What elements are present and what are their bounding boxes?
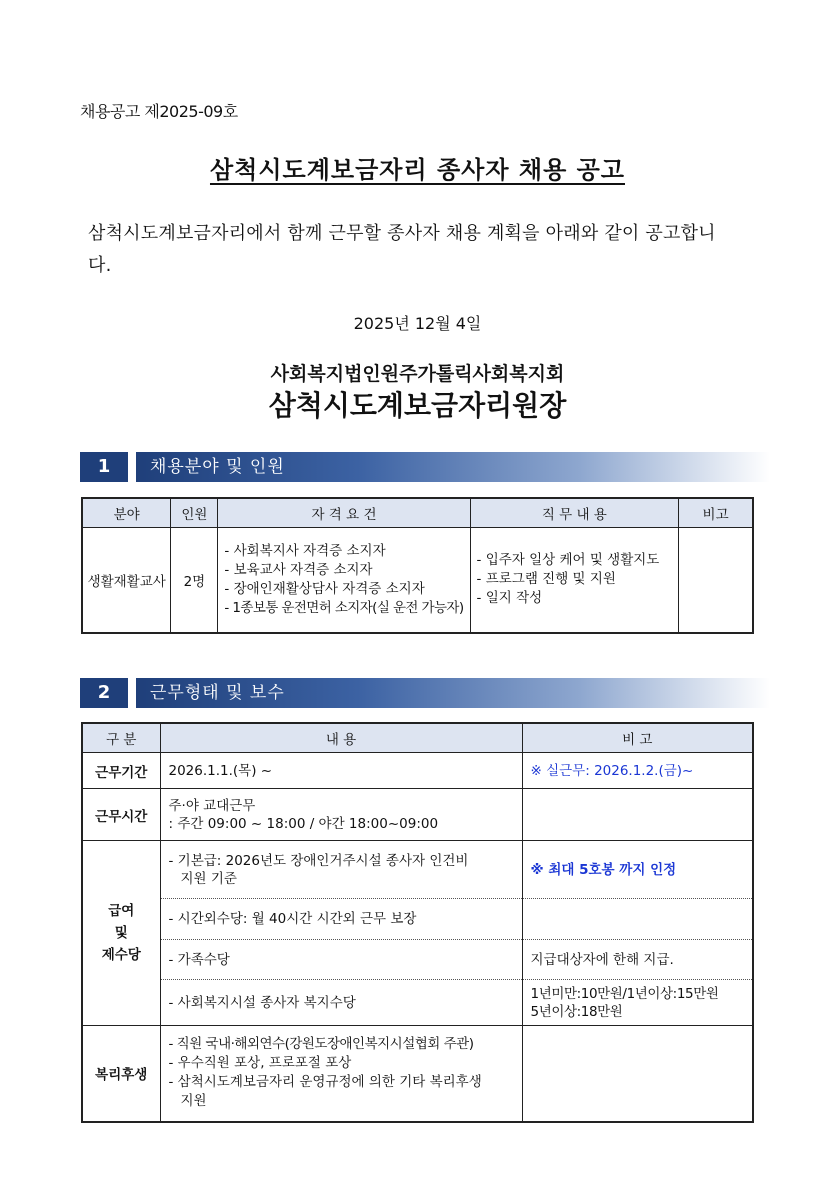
table-row [82,753,753,789]
period-note: ※ 실근무: 2026.1.2.(금)~ [522,753,753,789]
pay-label-line: 급여 [108,903,135,919]
benefit-item: - 우수직원 포상, 프로포절 포상 [168,1055,352,1072]
benefits-label: 복리후생 [82,1026,160,1122]
base-pay-line: 지원 기준 [180,870,237,887]
benefit-item: - 삼척시도계보금자리 운영규정에 의한 기타 복리후생 [168,1074,482,1091]
qualification-item: - 보육교사 자격증 소지자 [224,561,373,578]
header-field: 분야 [82,498,171,528]
page-title-text: 삼척시도계보금자리 종사자 채용 공고 [209,156,625,184]
hours-label: 근무시간 [82,789,160,841]
base-pay-content [160,841,522,899]
benefit-item: 지원 [180,1093,207,1110]
director-name: 삼척시도계보금자리원장 [268,389,567,422]
header-duties: 직 무 내 용 [470,498,679,528]
overtime-note [522,899,753,940]
count-cell: 2명 [171,528,218,633]
period-content: 2026.1.1.(목) ~ [160,753,522,789]
table-row [82,528,753,633]
qualifications-cell [218,528,470,633]
welfare-allowance-note [522,980,753,1026]
duties-cell [470,528,679,633]
benefit-item: - 직원 국내·해외연수(강원도장애인복지시설협회 주관) [168,1036,474,1053]
recruitment-table [81,497,754,634]
section-2-number: 2 [80,678,128,708]
section-2-title: 근무형태 및 보수 [136,678,770,708]
duty-item: - 프로그램 진행 및 지원 [476,571,616,588]
conditions-table [81,722,754,1123]
field-cell: 생활재활교사 [82,528,171,633]
corporation-name: 사회복지법인원주가톨릭사회복지회 [270,363,565,385]
qualification-item: - 장애인재활상담사 자격증 소지자 [224,580,425,597]
notice-number: 채용공고 제2025-09호 [80,102,238,121]
welfare-allowance-content: - 사회복지시설 종사자 복지수당 [160,980,522,1026]
header-category: 구 분 [82,723,160,753]
pay-label-line: 및 [114,925,128,941]
benefits-note [522,1026,753,1122]
section-1-header [80,452,770,482]
section-1-number: 1 [80,452,128,482]
family-allowance-note: 지급대상자에 한해 지급. [522,940,753,980]
table-row [82,899,753,940]
table-row [82,789,753,841]
conditions-header-row [82,723,753,753]
table-row [82,980,753,1026]
welfare-note-line: 1년미만:10만원/1년이상:15만원 [530,985,719,1002]
qualification-item: - 1종보통 운전면허 소지자(실 운전 가능자) [224,599,464,616]
benefits-content [160,1026,522,1122]
header-count: 인원 [171,498,218,528]
page-title [0,150,835,185]
header-note: 비고 [679,498,753,528]
overtime-content: - 시간외수당: 월 40시간 시간외 근무 보장 [160,899,522,940]
table-row [82,940,753,980]
hours-note [522,789,753,841]
hours-line: 주·야 교대근무 [168,797,256,814]
section-1-title: 채용분야 및 인원 [136,452,770,482]
duty-item: - 입주자 일상 케어 및 생활지도 [476,552,660,569]
section-2-header [80,678,770,708]
note-cell [679,528,753,633]
hours-content [160,789,522,841]
announcement-date: 2025년 12월 4일 [353,314,482,333]
welfare-note-line: 5년이상:18만원 [530,1003,623,1020]
header-content: 내 용 [160,723,522,753]
base-pay-note: ※ 최대 5호봉 까지 인정 [522,841,753,899]
table-row [82,841,753,899]
recruitment-header-row [82,498,753,528]
pay-label-line: 제수당 [101,947,141,963]
table-row [82,1026,753,1122]
base-pay-line: - 기본급: 2026년도 장애인거주시설 종사자 인건비 [168,852,469,869]
qualification-item: - 사회복지사 자격증 소지자 [224,542,386,559]
header-qualifications: 자 격 요 건 [218,498,470,528]
intro-paragraph: 삼척시도계보금자리에서 함께 근무할 종사자 채용 계획을 아래와 같이 공고합니다. [88,223,716,276]
header-remarks: 비 고 [522,723,753,753]
family-allowance-content: - 가족수당 [160,940,522,980]
hours-line: : 주간 09:00 ~ 18:00 / 야간 18:00~09:00 [168,815,439,832]
pay-label [82,841,160,1026]
duty-item: - 일지 작성 [476,590,543,607]
period-label: 근무기간 [82,753,160,789]
